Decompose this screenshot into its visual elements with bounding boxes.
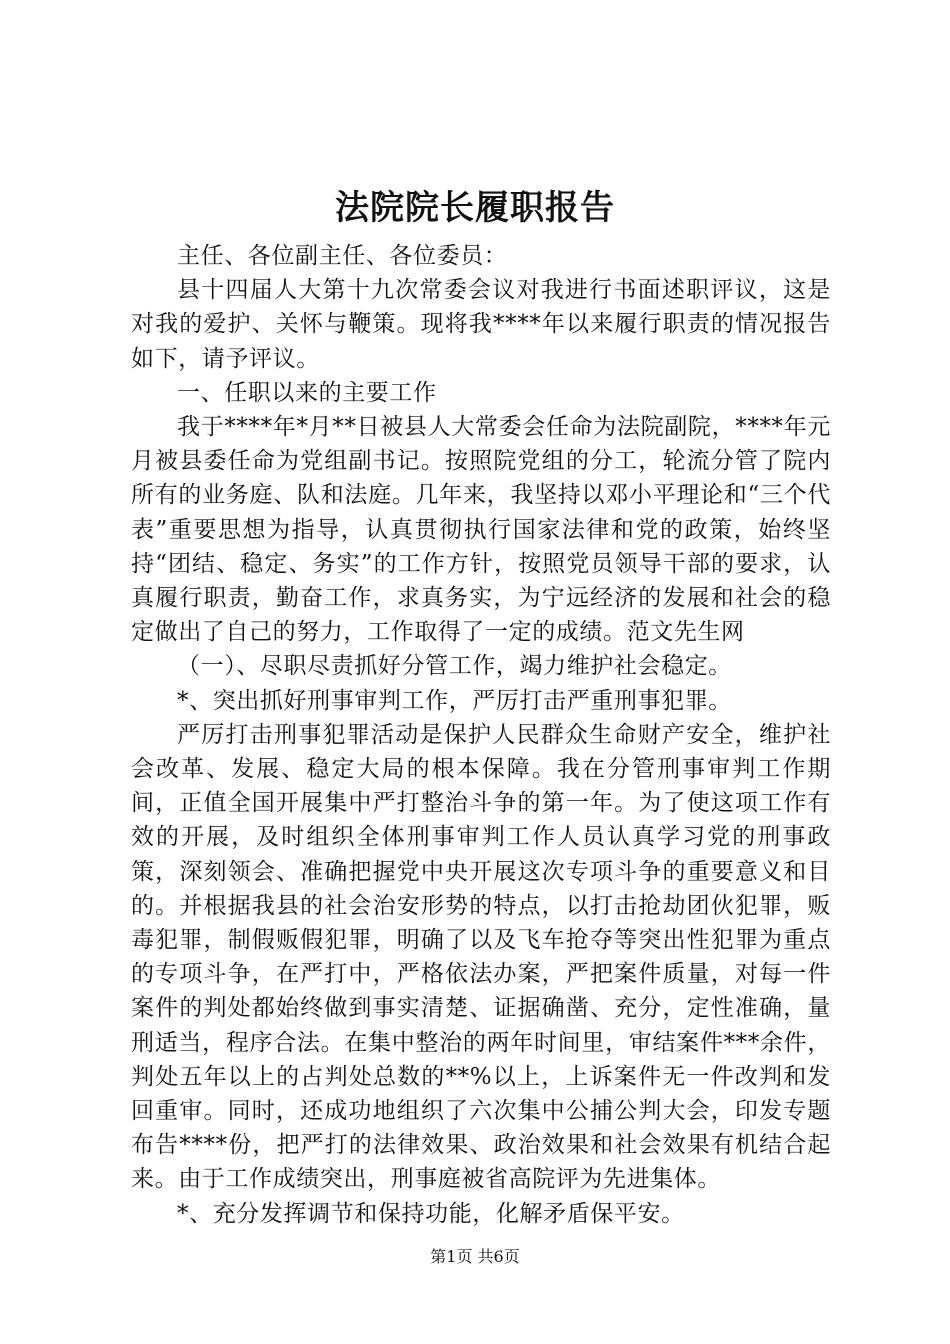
salutation: 主任、各位副主任、各位委员： [177,243,508,269]
subsection-heading: （一）、尽职尽责抓好分管工作，竭力维护社会稳定。 [177,653,732,680]
section-heading: 一、任职以来的主要工作 [177,379,437,406]
document-title: 法院院长履职报告 [335,188,615,228]
intro-paragraph: 县十四届人大第十九次常委会议对我进行书面述职评议，这是对我的爱护、关怀与鞭策。现将我****年以来履行职责的情况报告如下，请予评议。 [131,277,831,372]
item-heading: *、突出抓好刑事审判工作，严厉打击严重刑事犯罪。 [177,687,732,714]
document-body [131,239,831,1231]
page-number: 第1页 共6页 [430,1247,520,1266]
body-paragraph: 我于****年*月**日被县人大常委会任命为法院副院，****年元月被县委任命为党组副书记。按照院党组的分工，轮流分管了院内所有的业务庭、队和法庭。几年来，我坚持以邓小平理论和“三个代表”重要思想为指导，认真贯彻执行国家法律和党的政策，始终坚持“团结、稳定、务实”的工作方针，按照党员领导干部的要求，认真履行职责，勤奋工作，求真务实，为宁远经济的发展和社会的稳定做出了自己的努力，工作取得了一定的成绩。范文先生网 [131,414,831,646]
body-paragraph: 严厉打击刑事犯罪活动是保护人民群众生命财产安全，维护社会改革、发展、稳定大局的根本保障。我在分管刑事审判工作期间，正值全国开展集中严打整治斗争的第一年。为了使这项工作有效的开展，及时组织全体刑事审判工作人员认真学习党的刑事政策，深刻领会、准确把握党中央开展这次专项斗争的重要意义和目的。并根据我县的社会治安形势的特点，以打击抢劫团伙犯罪，贩毒犯罪，制假贩假犯罪，明确了以及飞车抢夺等突出性犯罪为重点的专项斗争，在严打中，严格依法办案，严把案件质量，对每一件案件的判处都始终做到事实清楚、证据确凿、充分，定性准确，量刑适当，程序合法。在集中整治的两年时间里，审结案件***余件，判处五年以上的占判处总数的**%以上，上诉案件无一件改判和发回重审。同时，还成功地组织了六次集中公捕公判大会，印发专题布告****份，把严打的法律效果、政治效果和社会效果有机结合起来。由于工作成绩突出，刑事庭被省高院评为先进集体。 [131,721,831,1193]
item-heading: *、充分发挥调节和保持功能，化解矛盾保平安。 [177,1200,685,1227]
